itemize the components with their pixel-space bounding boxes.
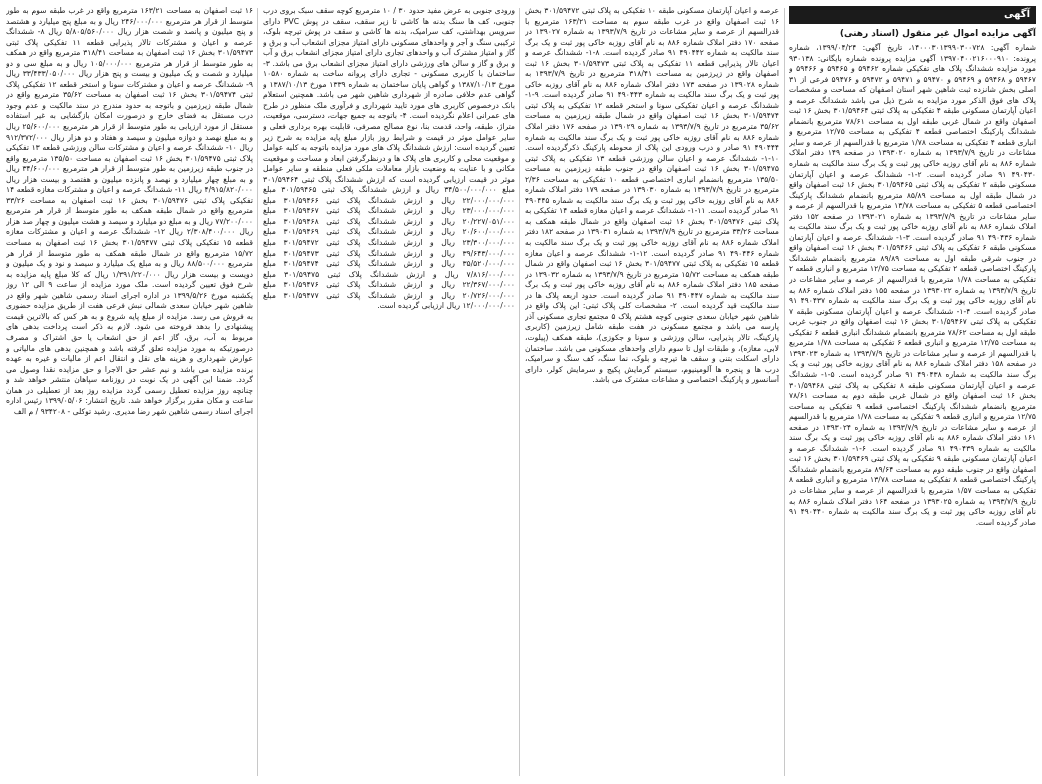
notice-column-2 <box>525 6 779 778</box>
column-divider <box>257 8 258 776</box>
notice-title: آگهی مزایده اموال غیر منقول (اسناد رهنی) <box>839 29 1036 39</box>
notice-column-3 <box>263 6 515 778</box>
section-header <box>789 6 1036 24</box>
notice-body-part-1: شماره آگهی: ۱۴۰۰۰۳۰۱۳۹۹۰۳۰۰۷۲۸، تاریخ آگهی: ۱۳۹۹/۰۴/۲۴، شماره پرونده: ۱۳۹۷۰۴۰۰۲۱۶۰۰۰۹۱۰ آگهی مزایده پرونده شماره بایگانی: ۹۳۰۱۳۸ مورد مزایده ششدانگ پلاک های تفکیکی شماره ۵۹۴۶۲ و ۵۹۴۶۵ و ۵۹۴۶۶ و ۵۹۴۶۷ و ۵۹۴۶۸ و ۵۹۴۶۹ و ۵۹۴۷۰ و ۵۹۴۷۱ و ۵۹۴۷۲ و ۵۹۴۷۶ فرعی از ۳۱ اصلی بخش شانزده ثبت شاهین شهر استان اصفهان که مساحت و مشخصات پلاک های فوق الذکر مورد مزایده به شرح ذیل می باشد ششدانگ عرصه و اعیان آپارتمان مسکونی طبقه ۴ تفکیکی به پلاک ثبتی ۳۰۱/۵۹۴۶۴ بخش ۱۶ ثبت اصفهان واقع در شمال غربی طبقه اول به مساحت ۷۸/۶۱ مترمربع بانضمام ششدانگ پارکینگ اختصاصی قطعه ۴ تفکیکی به مساحت ۱۲/۷۵ مترمربع و انباری قطعه ۴ تفکیکی به مساحت ۱/۷۸ مترمربع با قدرالسهم از عرصه و سایر مشاعات در تاریخ ۱۳۹۳/۷/۹ به شماره ۱۳۹۳۰۲۰ در صفحه ۱۴۹ دفتر املاک شماره ۸۸۶ به نام آقای روزبه خاکی پور ثبت و یک برگ سند مالکیت به شماره ۴۹۰۴۳۰ ۹۱ صادر گردیده است. ۲-۱- ششدانگ عرصه و اعیان آپارتمان مسکونی طبقه ۲ تفکیکی به پلاک ثبتی ۳۰۱/۵۹۴۶۵ بخش ۱۶ ثبت اصفهان واقع در شمال طبقه اول به مساحت ۸۵/۸۹ مترمربع بانضمام ششدانگ پارکینگ اختصاصی قطعه ۵ تفکیکی به مساحت ۱۳/۷۸ مترمربع با قدرالسهم از عرصه و سایر مشاعات در تاریخ ۱۳۹۳/۷/۹ به شماره ۱۳۹۳۰۲۱ در صفحه ۱۵۲ دفتر املاک شماره ۸۸۶ به نام آقای روزبه خاکی پور ثبت و یک برگ سند مالکیت به شماره ۴۹۰۴۳۶ ۹۱ صادر گردیده است. ۳-۱- ششدانگ عرصه و اعیان آپارتمان مسکونی طبقه ۶ تفکیکی به پلاک ثبتی ۳۰۱/۵۹۴۶۶ بخش ۱۶ ثبت اصفهان واقع در جنوب شرقی طبقه اول به مساحت ۸۹/۸۹ مترمربع بانضمام ششدانگ پارکینگ اختصاصی قطعه ۲ تفکیکی به مساحت ۱۲/۷۵ مترمربع و انباری قطعه ۲ تفکیکی به مساحت ۱/۷۸ مترمربع با قدرالسهم از عرصه و سایر مشاعات در تاریخ ۱۳۹۳/۷/۹ به شماره ۱۳۹۳۰۲۲ در صفحه ۱۵۵ دفتر املاک شماره ۸۸۶ به نام آقای روزبه خاکی پور ثبت و یک برگ سند مالکیت به شماره ۴۹۰۴۳۷ ۹۱ صادر گردیده است. ۴-۱- ششدانگ عرصه و اعیان آپارتمان مسکونی طبقه ۷ تفکیکی به پلاک ثبتی ۳۰۱/۵۹۴۶۷ بخش ۱۶ ثبت اصفهان واقع در جنوب غربی طبقه اول به مساحت ۷۸/۶۲ مترمربع بانضمام ششدانگ انباری قطعه ۶ تفکیکی به مساحت ۱۲/۷۵ مترمربع و انباری قطعه ۶ تفکیکی به مساحت ۱/۷۸ مترمربع با قدرالسهم از عرصه و سایر مشاعات در تاریخ ۱۳۹۳/۷/۹ به شماره ۱۳۹۳۰۲۳ در صفحه ۱۵۸ دفتر املاک شماره ۸۸۶ به نام آقای روزبه خاکی پور ثبت و یک برگ سند مالکیت به شماره ۴۹۰۴۳۸ ۹۱ صادر گردیده است. ۵-۱- ششدانگ عرصه و اعیان آپارتمان مسکونی طبقه ۸ تفکیکی به پلاک ثبتی ۳۰۱/۵۹۴۶۸ بخش ۱۶ ثبت اصفهان واقع در شمال غربی طبقه دوم به مساحت ۷۸/۶۱ مترمربع بانضمام ششدانگ پارکینگ اختصاصی قطعه ۹ تفکیکی به مساحت ۱۲/۷۵ مترمربع و انباری قطعه ۹ تفکیکی به مساحت ۱/۷۸ مترمربع با قدرالسهم از عرصه و سایر مشاعات در تاریخ ۱۳۹۳/۷/۹ به شماره ۱۳۹۳۰۲۴ در صفحه ۱۶۱ دفتر املاک شماره ۸۸۶ به نام آقای روزبه خاکی پور ثبت و یک برگ سند مالکیت به شماره ۴۹۰۴۳۹ ۹۱ صادر گردیده است. ۶-۱- ششدانگ عرصه و اعیان آپارتمان مسکونی طبقه ۹ تفکیکی به پلاک ثبتی ۳۰۱/۵۹۴۶۹ بخش ۱۶ ثبت اصفهان واقع در جنوب طبقه دوم به مساحت ۸۹/۶۴ مترمربع بانضمام ششدانگ پارکینگ اختصاصی قطعه ۸ تفکیکی به مساحت ۱۳/۷۸ مترمربع و انباری قطعه ۸ تفکیکی به مساحت ۱/۵۷ مترمربع با قدرالسهم از عرصه و سایر مشاعات در تاریخ ۱۳۹۳/۷/۹ به شماره ۱۳۹۳۰۲۵ در صفحه ۱۶۴ دفتر املاک شماره ۸۸۶ به نام آقای روزبه خاکی پور ثبت و یک برگ سند مالکیت به شماره ۴۹۰۴۴۰ ۹۱ صادر گردیده است. <box>789 43 1036 527</box>
notice-column-4 <box>6 6 253 778</box>
section-header-label: آگهی <box>1004 8 1030 20</box>
notice-column-1 <box>789 6 1036 778</box>
notice-body-part-2: عرصه و اعیان آپارتمان مسکونی طبقه ۱۰ تفکیکی به پلاک ثبتی ۳۰۱/۵۹۴۷۲ بخش ۱۶ ثبت اصفهان واقع در غرب طبقه سوم به مساحت ۱۶۳/۲۱ مترمربع با قدرالسهم از عرصه و سایر مشاعات در تاریخ ۱۳۹۳/۷/۹ به شماره ۱۳۹۰۲۷ در صفحه ۱۷۰ دفتر املاک شماره ۸۸۶ به نام آقای روزبه خاکی پور ثبت و یک برگ سند مالکیت به شماره ۴۹۰۴۴۲ ۹۱ صادر گردیده است. ۸-۱- ششدانگ عرصه و اعیان تالار پذیرایی قطعه ۱۱ تفکیکی به پلاک ثبتی ۳۰۱/۵۹۴۷۳ بخش ۱۶ ثبت اصفهان واقع در زیرزمین به مساحت ۳۱۸/۴۱ مترمربع در تاریخ ۱۳۹۳/۷/۹ به شماره ۱۳۹۰۲۸ در صفحه ۱۷۳ دفتر املاک شماره ۸۸۶ به نام آقای روزبه خاکی پور ثبت و یک برگ سند مالکیت به شماره ۴۹۰۴۴۳ ۹۱ صادر گردیده است. ۹-۱- ششدانگ عرصه و اعیان تفکیکی سونا و استخر قطعه ۱۲ تفکیکی به پلاک ثبتی ۳۰۱/۵۹۴۷۴ بخش ۱۶ ثبت اصفهان واقع در شمال طبقه زیرزمین به مساحت ۳۵/۶۲ مترمربع در تاریخ ۱۳۹۳/۷/۹ به شماره ۱۳۹۰۲۹ در صفحه ۱۷۶ دفتر املاک شماره ۸۸۶ به نام آقای روزبه خاکی پور ثبت و یک برگ سند مالکیت به شماره ۴۹۰۴۴۴ ۹۱ صادر و درب ورودی این پلاک از محوطه پارکینگ ذکرگردیده است. ۱۰-۱- ششدانگ عرصه و اعیان سالن ورزشی قطعه ۱۳ تفکیکی به پلاک ثبتی ۳۰۱/۵۹۴۷۵ بخش ۱۶ ثبت اصفهان واقع در جنوب طبقه زیرزمین به مساحت ۱۳۵/۵۰ مترمربع بانضمام انباری اختصاصی قطعه ۱۰ تفکیکی به مساحت ۲/۳۶ مترمربع در تاریخ ۱۳۹۳/۷/۹ به شماره ۱۳۹۰۳۰ در صفحه ۱۷۹ دفتر املاک شماره ۸۸۶ به نام آقای روزبه خاکی پور ثبت و یک برگ سند مالکیت به شماره ۴۹۰۴۴۵ ۹۱ صادر گردیده است. ۱۱-۱- ششدانگ عرصه و اعیان مغازه قطعه ۱۴ تفکیکی به پلاک ثبتی ۳۰۱/۵۹۴۷۶ بخش ۱۶ ثبت اصفهان واقع در شمال طبقه همکف به مساحت ۳۳/۲۶ مترمربع در تاریخ ۱۳۹۳/۷/۹ به شماره ۱۳۹۰۳۱ در صفحه ۱۸۲ دفتر املاک شماره ۸۸۶ به نام آقای روزبه خاکی پور ثبت و یک برگ سند مالکیت به شماره ۴۹۰۴۴۶ ۹۱ صادر گردیده است. ۱۲-۱- ششدانگ عرصه و اعیان مغازه قطعه ۱۵ تفکیکی به پلاک ثبتی ۳۰۱/۵۹۴۷۷ بخش ۱۶ ثبت اصفهان واقع در شمال طبقه همکف به مساحت ۱۵/۷۲ مترمربع در تاریخ ۱۳۹۳/۷/۹ به شماره ۱۳۹۰۳۲ در صفحه ۱۸۵ دفتر املاک شماره ۸۸۶ به نام آقای روزبه خاکی پور ثبت و یک برگ سند مالکیت به شماره ۴۹۰۴۴۷ ۹۱ صادر گردیده است. حدود اربعه پلاک ها در سند مالکیت قید گردیده است. ۲- مشخصات کلی پلاک ثبتی: این پلاک واقع در شاهین شهر خیابان سعدی جنوبی کوچه هشتم پلاک ۵ مجتمع تجاری مسکونی آذر پارسه می باشد و مجتمع مسکونی در هفت طبقه شامل زیرزمین (کاربری پارکینگ، تالار پذیرایی، سالن ورزشی و سونا و جکوزی)، طبقه همکف (پیلوت، لابی، مغازه)، و طبقات اول تا سوم دارای واحدهای مسکونی می باشد. ساختمان دارای اسکلت بتنی و سقف ها تیرچه و بلوک، نما سنگ، کف سنگ و سرامیک، درب ها و پنجره ها آلومینیوم، سیستم گرمایش پکیج و سرمایش کولر، دارای آسانسور و پارکینگ اختصاصی و مشاعات مشترک می باشد. <box>525 6 779 385</box>
notice-body-part-3: ورودی جنوبی به عرض مفید حدود ۳۰ / ۱۰ مترمربع کوچه سقف سبک بروی درب جنوبی، کف ها سنگ بدنه ها کاشی تا زیر سقف، سقف در پوش PVC دارای سرویس بهداشتی، کف سرامیک، بدنه ها کاشی و سقف در پوش تیرچه بلوک، ترکیبی سنگ و آجر و واحدهای مسکونی دارای امتیاز مجزای انشعاب آب و برق و گاز و امتیاز مشترک آب و واحدهای تجاری دارای امتیاز مجزای انشعاب برق و آب و برق و گاز و سالن های ورزشی دارای امتیاز مجزای انشعاب برق می باشد. ۳- ساختمان با کاربری مسکونی - تجاری دارای پروانه ساخت به شماره ۱۰۵۸۰ مورخ ۱۳۸۷/۱۰/۱۳ و گواهی پایان ساختمان به شماره ۱۳۳۹ مورخ ۱۳۸۷/۱۰/۱۳ و گواهی عدم خلافی صادره از شهرداری شاهین شهر می باشد. همچنین استعلام بانک درخصوص کاربری های مورد تایید شهرداری و فرآوری ملک منظور در طرح های عمرانی اعلام نگردیده است. ۴- باتوجه به جمیع جهات، دسترسی، موقعیت، متراژ، طبقه، واحد، قدمت بنا، نوع مصالح مصرفی، قابلیت بهره برداری فعلی و سایر عوامل موثر در قیمت و شرایط روز بازار مبلغ پایه مزایده به شرح زیر تعیین گردیده است: ارزش ششدانگ پلاک های مورد مزایده باتوجه به کلیه عوامل و موقعیت محلی و کاربری های پلاک ها و درنظرگرفتن ابعاد و مساحت و موقعیت مکانی و با عنایت به وضعیت بازار معاملات ملکی فعلی منطقه و سایر عوامل موثر در قیمت ارزیابی گردیده است که ارزش ششدانگ پلاک ثبتی ۳۰۱/۵۹۴۶۴ مبلغ ۳۴/۵۰۰/۰۰۰/۰۰۰ ریال و ارزش ششدانگ پلاک ثبتی ۳۰۱/۵۹۴۶۵ مبلغ ۲۲/۰۰۰/۰۰۰/۰۰۰ ریال و ارزش ششدانگ پلاک ثبتی ۳۰۱/۵۹۴۶۶ مبلغ ۲۳/۰۰۰/۰۰۰/۰۰۰ ریال و ارزش ششدانگ پلاک ثبتی ۳۰۱/۵۹۴۶۷ مبلغ ۲۰/۲۲۷/۰۵۱/۰۰۰ ریال و ارزش ششدانگ پلاک ثبتی ۳۰۱/۵۹۴۶۸ مبلغ ۲۰/۶۰۰/۰۰۰/۰۰۰ ریال و ارزش ششدانگ پلاک ثبتی ۳۰۱/۵۹۴۶۹ مبلغ ۲۳/۳۰۰/۰۰۰/۰۰۰ ریال و ارزش ششدانگ پلاک ثبتی ۳۰۱/۵۹۴۷۲ مبلغ ۳۹/۶۴۳/۰۰۰/۰۰۰ ریال و ارزش ششدانگ پلاک ثبتی ۳۰۱/۵۹۴۷۳ مبلغ ۳۵/۵۲۰/۰۰۰/۰۰۰ ریال و ارزش ششدانگ پلاک ثبتی ۳۰۱/۵۹۴۷۴ مبلغ ۷/۸۱۶/۰۰۰/۰۰۰ ریال و ارزش ششدانگ پلاک ثبتی ۳۰۱/۵۹۴۷۵ مبلغ ۲۲/۳۶۷/۰۰۰/۰۰۰ ریال و ارزش ششدانگ پلاک ثبتی ۳۰۱/۵۹۴۷۶ مبلغ ۲۰/۷۲۶/۰۰۰/۰۰۰ ریال و ارزش ششدانگ پلاک ثبتی ۳۰۱/۵۹۴۷۷ مبلغ ۱۲/۰۰۰/۰۰۰/۰۰۰ ریال ارزیابی گردیده است. <box>263 6 515 311</box>
column-divider <box>784 8 785 776</box>
notice-body-part-4: ۱۶ ثبت اصفهان به مساحت ۱۶۳/۲۱ مترمربع واقع در غرب طبقه سوم به طور متوسط از قرار هر مترمربع ۲۴۶/۰۰۰/۰۰۰ ریال و به مبلغ پنج میلیارد و هشتصد و پنج میلیون و پانصد و شصت هزار ریال ۵/۸۰۵/۵۶۰/۰۰۰ ریال ۸- ششدانگ عرصه و اعیان و مشترکات تالار پذیرایی قطعه ۱۱ تفکیکی پلاک ثبتی ۳۰۱/۵۹۴۷۳ بخش ۱۶ ثبت اصفهان به مساحت ۳۱۸/۴۱ مترمربع واقع در همکف به طور متوسط از قرار هر مترمربع ۱۰۵/۰۰۰/۰۰۰ ریال و به مبلغ سی و دو میلیارد و شصت و یک میلیون و بیست و پنج هزار ریال ۳۳/۴۳۳/۰۵۰/۰۰۰ ریال ۹- ششدانگ عرصه و اعیان و مشترکات سونا و استخر قطعه ۱۲ تفکیکی پلاک ثبتی ۳۰۱/۵۹۴۷۴ بخش ۱۶ ثبت اصفهان به مساحت ۳۵/۶۲ مترمربع واقع در شمال طبقه زیرزمین و باتوجه به حدود مندرج در سند مالکیت و عدم وجود درب مستقل به فضای خارج و درصورت امکان بازگشایی به غیر استفاده مستقل از مورد ارزیابی به طور متوسط از قرار هر مترمربع ۲۵/۶۰۰/۰۰۰ ریال و به مبلغ نهصد و دوازه میلیون و سیصد و هفتاد و دو هزار ریال ۹۱۲/۳۷۲/۰۰۰ ریال ۱۰- ششدانگ عرصه و اعیان و مشترکات سالن ورزشی قطعه ۱۳ تفکیکی پلاک ثبتی ۳۰۱/۵۹۴۷۵ بخش ۱۶ ثبت اصفهان به مساحت ۱۳۵/۵۰ مترمربع واقع در جنوب طبقه زیرزمین به طور متوسط از قرار هر مترمربع ۳۴/۶۰۰/۰۰۰ ریال و به مبلغ چهار میلیارد و نهصد و پانزده میلیون و هفتصد و بیست هزار ریال ۴/۹۱۵/۸۲۰/۰۰۰ ریال ۱۱- ششدانگ عرصه و اعیان و مشترکات مغازه قطعه ۱۴ تفکیکی پلاک ثبتی ۳۰۱/۵۹۴۷۶ بخش ۱۶ ثبت اصفهان به مساحت ۳۳/۲۶ مترمربع واقع در شمال طبقه همکف به طور متوسط از قرار هر مترمربع ۷۷/۲۰۰/۰۰۰ ریال و به مبلغ دو میلیارد و سیصد و هشت میلیون و چهار صد هزار ریال ۲/۳۰۸/۴۰۰/۰۰۰ ریال ۱۲- ششدانگ عرصه و اعیان و مشترکات مغازه قطعه ۱۵ تفکیکی پلاک ثبتی ۳۰۱/۵۹۴۷۷ بخش ۱۶ ثبت اصفهان به مساحت ۱۵/۷۲ مترمربع واقع در شمال طبقه همکف به طور متوسط از قرار هر مترمربع ۸۸/۵۰۰/۰۰۰ ریال و به مبلغ یک میلیارد و سیصد و نود و یک میلیون و دویست و بیست هزار ریال ۱/۳۹۱/۲۲۰/۰۰۰ ریال که کلا مبلغ پایه مزایده به شرح فوق تعیین گردیده است. ملک مورد مزایده از ساعت ۹ الی ۱۲ روز یکشنبه مورخ ۱۳۹۹/۵/۲۶ در اداره اجرای اسناد رسمی شاهین شهر واقع در شاهین شهر خیابان سعدی شمالی نبش فرعی هفت از طریق مزایده حضوری به فروش می رسد. مزایده از مبلغ پایه شروع و به هر کس که بالاترین قیمت پیشنهادی را بدهد فروخته می شود. لازم به ذکر است پرداخت بدهی های مربوط به آب، برق، گاز اعم از حق انشعاب یا حق اشتراک و مصرف درصورتیکه به مورد مزایده تعلق گرفته باشد و همچنین بدهی های مالیاتی و عوارض شهرداری و هزینه های نقل و انتقال اعم از مالیات و غیره به عهده برنده مزایده می باشد و نیم عشر حق الاجرا و حق مزایده نقدا وصول می گردد. ضمنا این آگهی در یک نوبت در روزنامه سپاهان منتشر خواهد شد و چنانچه روز مزایده تعطیل رسمی گردد مزایده روز بعد از تعطیلی در همان ساعت و مکان مقرر برگزار خواهد شد. تاریخ انتشار: ۱۳۹۹/۰۵/۰۶ رئیس اداره اجرای اسناد رسمی شاهین شهر رضا مدیری. رشید توکلی - ۹۳۴۲۰۸ / م الف <box>6 6 253 416</box>
column-divider <box>519 8 520 776</box>
